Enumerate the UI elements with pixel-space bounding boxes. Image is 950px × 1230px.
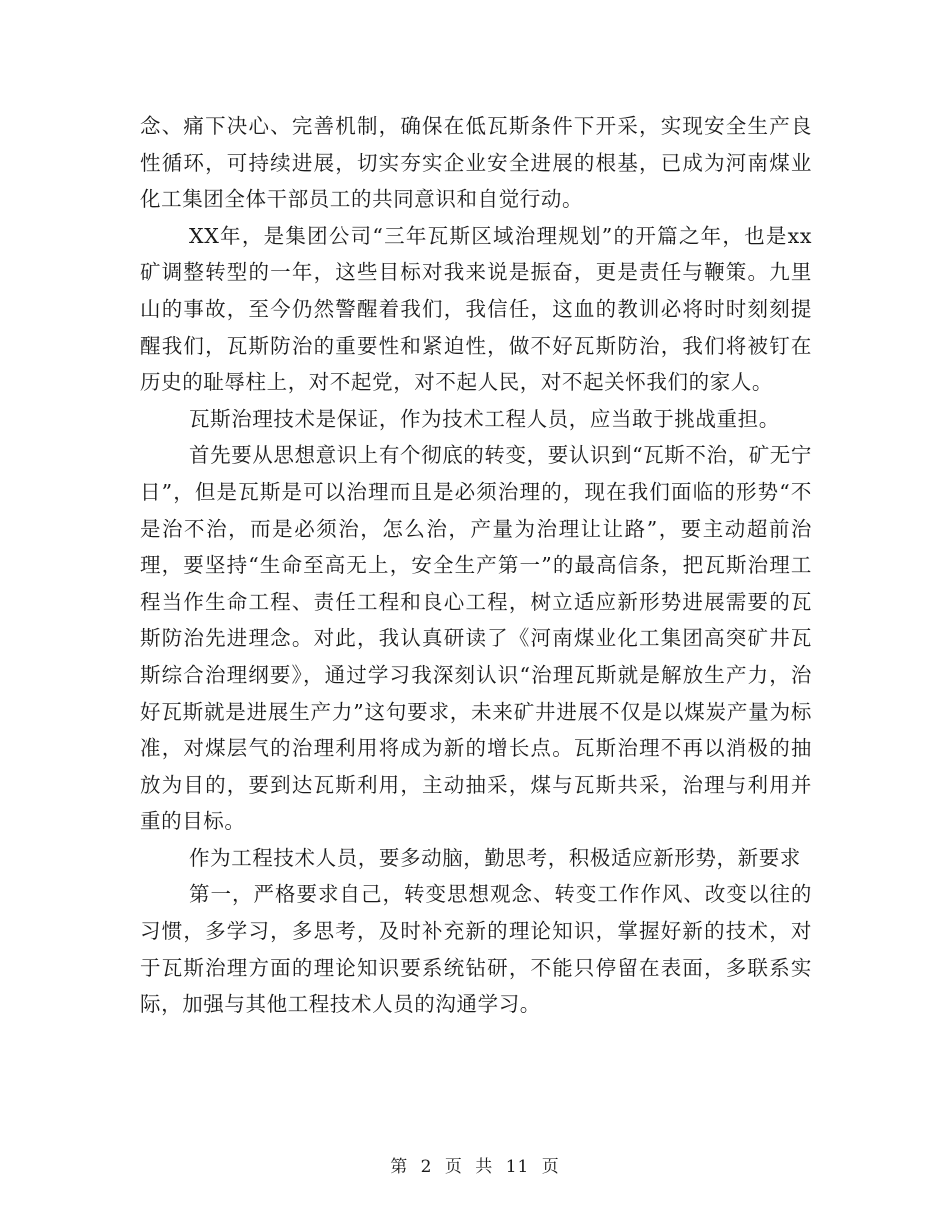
paragraph: XX年，是集团公司“三年瓦斯区域治理规划”的开篇之年，也是xx矿调整转型的一年，这些目标对我来说是振奋，更是责任与鞭策。九里山的事故，至今仍然警醒着我们，我信任，这血的教训必将时时刻刻提醒我们，瓦斯防治的重要性和紧迫性，做不好瓦斯防治，我们将被钉在历史的耻辱柱上，对不起党，对不起人民，对不起关怀我们的家人。 [140,223,812,395]
page-number: 2 [420,1157,433,1177]
page-unit: 页 [444,1157,463,1177]
page-label: 第 [390,1157,409,1177]
paragraph: 瓦斯治理技术是保证，作为技术工程人员，应当敢于挑战重担。 [189,406,780,431]
document-body [140,108,812,1023]
page-footer [0,1152,950,1177]
paragraph: 作为工程技术人员，要多动脑，勤思考，积极适应新形势，新要求 [189,845,801,870]
total-unit: 页 [541,1157,560,1177]
paragraph: 第一，严格要求自己，转变思想观念、转变工作作风、改变以往的习惯，多学习，多思考，及时补充新的理论知识，掌握好新的技术，对于瓦斯治理方面的理论知识要系统钻研，不能只停留在表面，多联系实际，加强与其他工程技术人员的沟通学习。 [140,882,812,1017]
paragraph-continued: 念、痛下决心、完善机制，确保在低瓦斯条件下开采，实现安全生产良性循环，可持续进展，切实夯实企业安全进展的根基，已成为河南煤业化工集团全体干部员工的共同意识和自觉行动。 [140,114,812,212]
paragraph: 首先要从思想意识上有个彻底的转变，要认识到“瓦斯不治，矿无宁日”，但是瓦斯是可以治理而且是必须治理的，现在我们面临的形势“不是治不治，而是必须治，怎么治，产量为治理让让路”，要主动超前治理，要坚持“生命至高无上，安全生产第一”的最高信条，把瓦斯治理工程当作生命工程、责任工程和良心工程，树立适应新形势进展需要的瓦斯防治先进理念。对此，我认真研读了《河南煤业化工集团高突矿井瓦斯综合治理纲要》，通过学习我深刻认识“治理瓦斯就是解放生产力，治好瓦斯就是进展生产力”这句要求，未来矿井进展不仅是以煤炭产量为标准，对煤层气的治理利用将成为新的增长点。瓦斯治理不再以消极的抽放为目的，要到达瓦斯利用，主动抽采，煤与瓦斯共采，治理与利用并重的目标。 [140,443,812,834]
total-label: 共 [475,1157,494,1177]
total-pages: 11 [505,1157,530,1177]
